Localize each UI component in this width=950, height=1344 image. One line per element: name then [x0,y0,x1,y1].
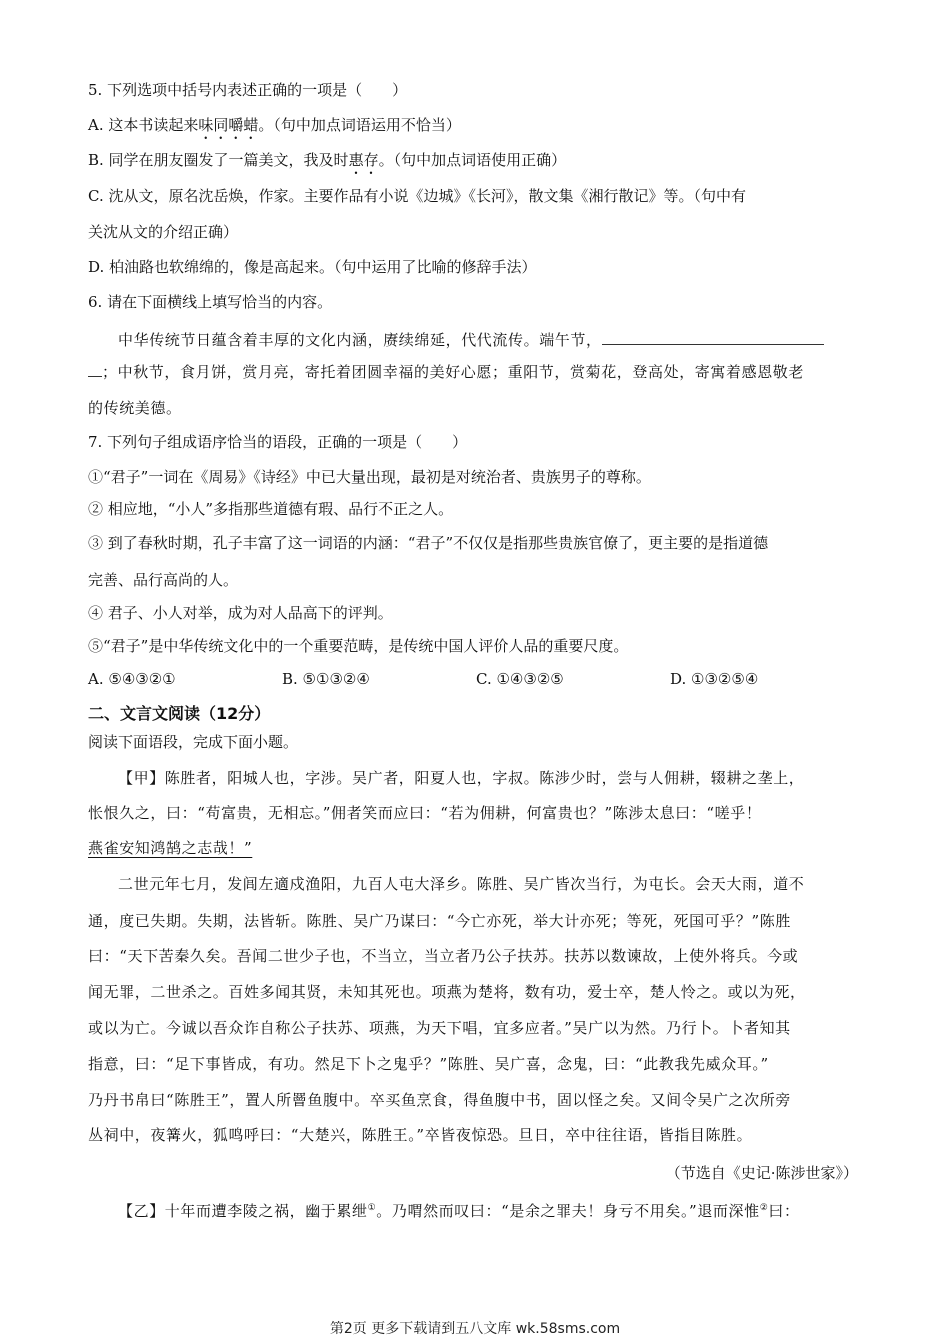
q6-p2: ；中秋节，食月饼，赏月亮，寄托着团圆幸福的美好心愿；重阳节，赏菊花，登高处，寄寓着感恩敬老 [102,363,805,381]
q7-sentence-1: ①“君子”一词在《周易》《诗经》中已大量出现，最初是对统治者、贵族男子的尊称。 [88,468,651,486]
yi-note-1[interactable]: ① [367,1203,377,1213]
yi-line-1 [118,1198,800,1221]
q7-sentence-2: ② 相应地，“小人”多指那些道德有瑕、品行不正之人。 [88,500,454,518]
q6-p1: 中华传统节日蕴含着丰厚的文化内涵，赓续绵延，代代流传。端午节， [118,331,602,349]
section-heading: 二、文言文阅读（12分） [88,704,271,723]
jia-line-6: 曰：“天下苦秦久矣。吾闻二世少子也，不当立，当立者乃公子扶苏。扶苏以数谏故，上使外将兵。今或 [88,947,799,965]
q5-b-pre: B. 同学在朋友圈发了一篇美文，我及时 [88,151,349,169]
q6-para-line2 [88,362,804,382]
q7-sentence-4: ④ 君子、小人对举，成为对人品高下的评判。 [88,604,393,622]
section-instruction: 阅读下面语段，完成下面小题。 [88,733,299,751]
q6-para-line3: 的传统美德。 [88,399,182,417]
q5-a-pre: A. 这本书读起来 [88,116,199,134]
q7-stem: 7. 下列句子组成语序恰当的语段，正确的一项是（ ） [88,433,468,451]
q7-options [0,670,950,690]
q5-b-word: 惠存 [348,151,379,169]
jia-line-8: 或以为亡。今诚以吾众诈自称公子扶苏、项燕，为天下唱，宜多应者。”吴广以为然。乃行卜。卜者知其 [88,1019,791,1037]
q6-blank-field-cont[interactable] [88,362,102,377]
q5-option-b[interactable] [88,150,566,178]
q5-a-post: 。（句中加点词语运用不恰当） [258,116,461,134]
q5-b-post: 。（句中加点词语使用正确） [378,151,567,169]
q5-option-c-line2: 关沈从文的介绍正确） [88,223,239,241]
q6-stem: 6. 请在下面横线上填写恰当的内容。 [88,293,333,311]
q5-option-a[interactable] [88,115,461,143]
jia-line-3-underlined: 燕雀安知鸿鹄之志哉！” [88,839,253,857]
jia-source: （节选自《史记·陈涉世家》） [665,1164,858,1182]
q5-option-c-line1[interactable]: C. 沈从文，原名沈岳焕，作家。主要作品有小说《边城》《长河》，散文集《湘行散记》等。（句中有 [88,187,746,205]
q5-stem: 5. 下列选项中括号内表述正确的一项是（ ） [88,81,408,99]
page-footer: 第2页 更多下载请到五八文库 wk.58sms.com [329,1321,621,1337]
q6-blank-field[interactable] [602,330,824,345]
q7-option-a[interactable]: A. ⑤④③②① [88,670,176,688]
q7-sentence-3a: ③ 到了春秋时期，孔子丰富了这一词语的内涵：“君子”不仅仅是指那些贵族官僚了，更主要的是指道德 [88,534,769,552]
yi-note-2[interactable]: ② [759,1203,769,1213]
q6-para-line1 [118,330,824,350]
jia-line-11: 丛祠中，夜篝火，狐鸣呼曰：“大楚兴，陈胜王。”卒皆夜惊恐。旦日，卒中往往语，皆指目陈胜。 [88,1126,753,1144]
q7-option-c[interactable]: C. ①④③②⑤ [476,670,564,688]
jia-line-2: 怅恨久之，曰：“苟富贵，无相忘。”佣者笑而应曰：“若为佣耕，何富贵也？”陈涉太息曰：“嗟乎！ [88,804,762,822]
jia-line-7: 闻无罪，二世杀之。百姓多闻其贤，未知其死也。项燕为楚将，数有功，爱士卒，楚人怜之。或以为死， [88,983,806,1001]
yi-pre: 【乙】十年而遭李陵之祸，幽于累绁 [118,1202,368,1220]
jia-line-9: 指意，曰：“足下事皆成，有功。然足下卜之鬼乎？”陈胜、吴广喜，念鬼，曰：“此教我先威众耳。” [88,1055,769,1073]
yi-mid: 。乃喟然而叹曰：“是余之罪夫！身亏不用矣。”退而深惟 [376,1202,760,1220]
jia-line-4: 二世元年七月，发闾左適戍渔阳，九百人屯大泽乡。陈胜、吴广皆次当行，为屯长。会天大雨，道不 [118,875,805,893]
jia-line-5: 通，度已失期。失期，法皆斩。陈胜、吴广乃谋曰：“今亡亦死，举大计亦死；等死，死国可乎？”陈胜 [88,912,791,930]
q7-option-d[interactable]: D. ①③②⑤④ [670,670,759,688]
jia-line-1: 【甲】陈胜者，阳城人也，字涉。吴广者，阳夏人也，字叔。陈涉少时，尝与人佣耕，辍耕之垄上， [118,769,805,787]
yi-post: 曰： [768,1202,800,1220]
q5-a-word: 味同嚼蜡 [198,116,259,134]
q7-option-b[interactable]: B. ⑤①③②④ [282,670,370,688]
jia-line-10: 乃丹书帛曰“陈胜王”，置人所罾鱼腹中。卒买鱼烹食，得鱼腹中书，固以怪之矣。又间令吴广之次所旁 [88,1091,791,1109]
q7-sentence-5: ⑤“君子”是中华传统文化中的一个重要范畴，是传统中国人评价人品的重要尺度。 [88,637,629,655]
q5-option-d[interactable]: D. 柏油路也软绵绵的，像是高起来。（句中运用了比喻的修辞手法） [88,258,537,276]
q7-sentence-3b: 完善、品行高尚的人。 [88,571,239,589]
